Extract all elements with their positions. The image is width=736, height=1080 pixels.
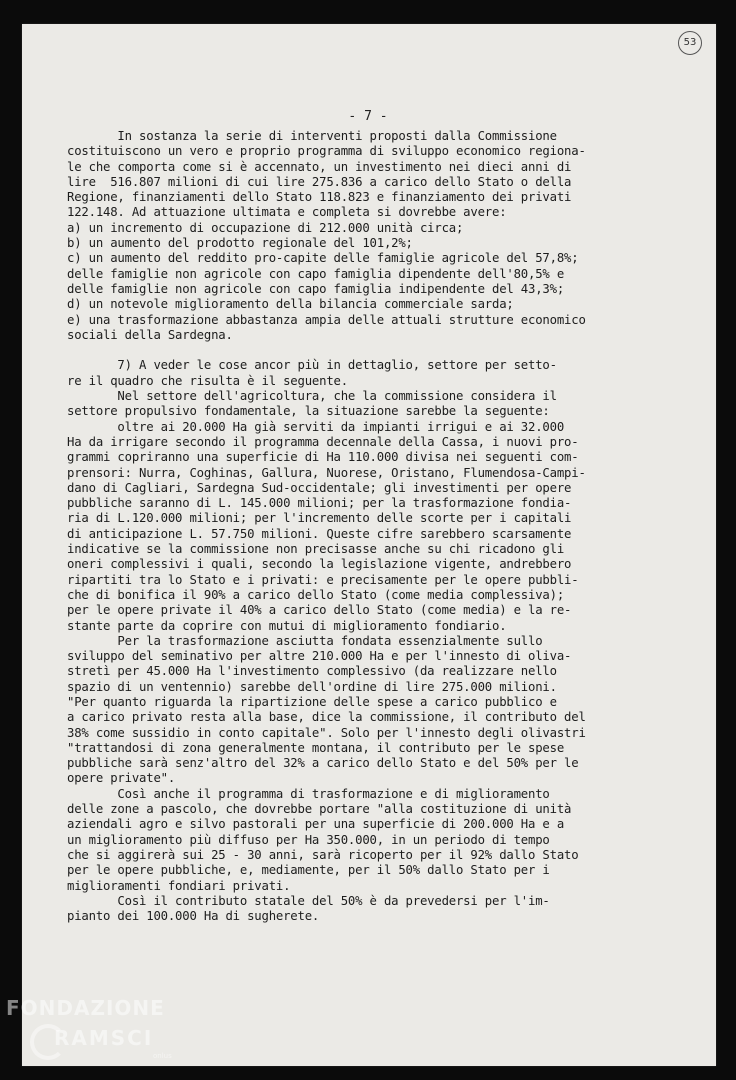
body-line: delle famiglie non agricole con capo famiglia indipendente del 43,3%; [67, 281, 565, 296]
body-line: stretì per 45.000 Ha l'investimento complessivo (da realizzare nello [67, 664, 557, 679]
paragraph-gap [67, 343, 667, 358]
body-line: 7) A veder le cose ancor più in dettaglio, settore per setto- [67, 358, 557, 373]
body-line: indicative se la commissione non precisasse anche su chi ricadono gli [67, 542, 565, 557]
body-line: che si aggirerà sui 25 - 30 anni, sarà ricoperto per il 92% dallo Stato [67, 847, 579, 862]
body-line: dano di Cagliari, Sardegna Sud-occidentale; gli investimenti per opere [67, 480, 572, 495]
body-line: e) una trasformazione abbastanza ampia delle attuali strutture economico [67, 312, 586, 327]
body-line: In sostanza la serie di interventi proposti dalla Commissione [67, 129, 557, 143]
body-line: pubbliche sarà senz'altro del 32% a carico dello Stato e del 50% per le [67, 756, 579, 771]
body-line: spazio di un ventennio) sarebbe dell'ordine di lire 275.000 milioni. [67, 679, 557, 694]
body-line: pubbliche saranno di L. 145.000 milioni; per la trasformazione fondia- [67, 496, 572, 511]
body-line: oneri complessivi i quali, secondo la legislazione vigente, andrebbero [67, 557, 572, 572]
body-line: c) un aumento del reddito pro-capite delle famiglie agricole del 57,8%; [67, 251, 579, 266]
body-line: stante parte da coprire con mutui di miglioramento fondiario. [67, 618, 507, 633]
body-line: Così il contributo statale del 50% è da prevedersi per l'im- [67, 893, 550, 908]
body-line: delle zone a pascolo, che dovrebbe portare "alla costituzione di unità [67, 802, 572, 817]
watermark-line-2: RAMSCI [54, 1026, 154, 1050]
body-line: un miglioramento più diffuso per Ha 350.000, in un periodo di tempo [67, 832, 550, 847]
body-line: di anticipazione L. 57.750 milioni. Queste cifre sarebbero scarsamente [67, 526, 572, 541]
body-line: che di bonifica il 90% a carico dello Stato (come media complessiva); [67, 587, 565, 602]
body-line: sociali della Sardegna. [67, 327, 233, 342]
body-line: 122.148. Ad attuazione ultimata e completa si dovrebbe avere: [67, 205, 507, 220]
body-line: a carico privato resta alla base, dice la commissione, il contributo del [67, 710, 586, 725]
body-line: a) un incremento di occupazione di 212.000 unità circa; [67, 220, 464, 235]
body-line: "Per quanto riguarda la ripartizione delle spese a carico pubblico e [67, 694, 557, 709]
document-body [67, 129, 667, 924]
body-line: sviluppo del seminativo per altre 210.000 Ha e per l'innesto di oliva- [67, 649, 572, 664]
body-line: per le opere pubbliche, e, mediamente, per il 50% dallo Stato per i [67, 863, 550, 878]
body-line: Per la trasformazione asciutta fondata essenzialmente sullo [67, 633, 543, 648]
body-line: 38% come sussidio in conto capitale". Solo per l'innesto degli olivastri [67, 725, 586, 740]
body-line: prensori: Nurra, Coghinas, Gallura, Nuorese, Oristano, Flumendosa-Campi- [67, 465, 586, 480]
body-line: oltre ai 20.000 Ha già serviti da impianti irrigui e ai 32.000 [67, 419, 565, 434]
body-line: ripartiti tra lo Stato e i privati: e precisamente per le opere pubbli- [67, 572, 579, 587]
body-line: "trattandosi di zona generalmente montana, il contributo per le spese [67, 740, 565, 755]
watermark-suffix: onlus [153, 1052, 172, 1060]
page-number: - 7 - [348, 109, 388, 124]
body-line: pianto dei 100.000 Ha di sugherete. [67, 909, 320, 924]
body-line: costituiscono un vero e proprio programma di sviluppo economico regiona- [67, 144, 586, 159]
body-line: delle famiglie non agricole con capo famiglia dipendente dell'80,5% e [67, 266, 565, 281]
archive-page-stamp: 53 [678, 31, 702, 55]
body-line: aziendali agro e silvo pastorali per una superficie di 200.000 Ha e a [67, 817, 565, 832]
body-line: b) un aumento del prodotto regionale del 101,2%; [67, 236, 413, 251]
body-line: lire 516.807 milioni di cui lire 275.836 a carico dello Stato o della [67, 174, 572, 189]
body-line: d) un notevole miglioramento della bilancia commerciale sarda; [67, 297, 514, 312]
body-line: per le opere private il 40% a carico dello Stato (come media) e la re- [67, 603, 572, 618]
body-line: settore propulsivo fondamentale, la situazione sarebbe la seguente: [67, 404, 550, 419]
body-line: re il quadro che risulta è il seguente. [67, 373, 348, 388]
body-line: ria di L.120.000 milioni; per l'incremento delle scorte per i capitali [67, 511, 572, 526]
body-line: Regione, finanziamenti dello Stato 118.823 e finanziamento dei privati [67, 190, 572, 205]
body-line: opere private". [67, 771, 176, 786]
body-line: grammi copriranno una superficie di Ha 110.000 divisa nei seguenti com- [67, 450, 579, 465]
body-line: miglioramenti fondiari privati. [67, 878, 291, 893]
watermark-line-1: FONDAZIONE [6, 996, 165, 1020]
body-line: le che comporta come si è accennato, un investimento nei dieci anni di [67, 159, 572, 174]
body-line: Ha da irrigare secondo il programma decennale della Cassa, i nuovi pro- [67, 434, 579, 449]
body-line: Così anche il programma di trasformazione e di miglioramento [67, 786, 550, 801]
fondazione-gramsci-watermark [6, 996, 206, 1076]
body-line: Nel settore dell'agricoltura, che la commissione considera il [67, 389, 557, 404]
